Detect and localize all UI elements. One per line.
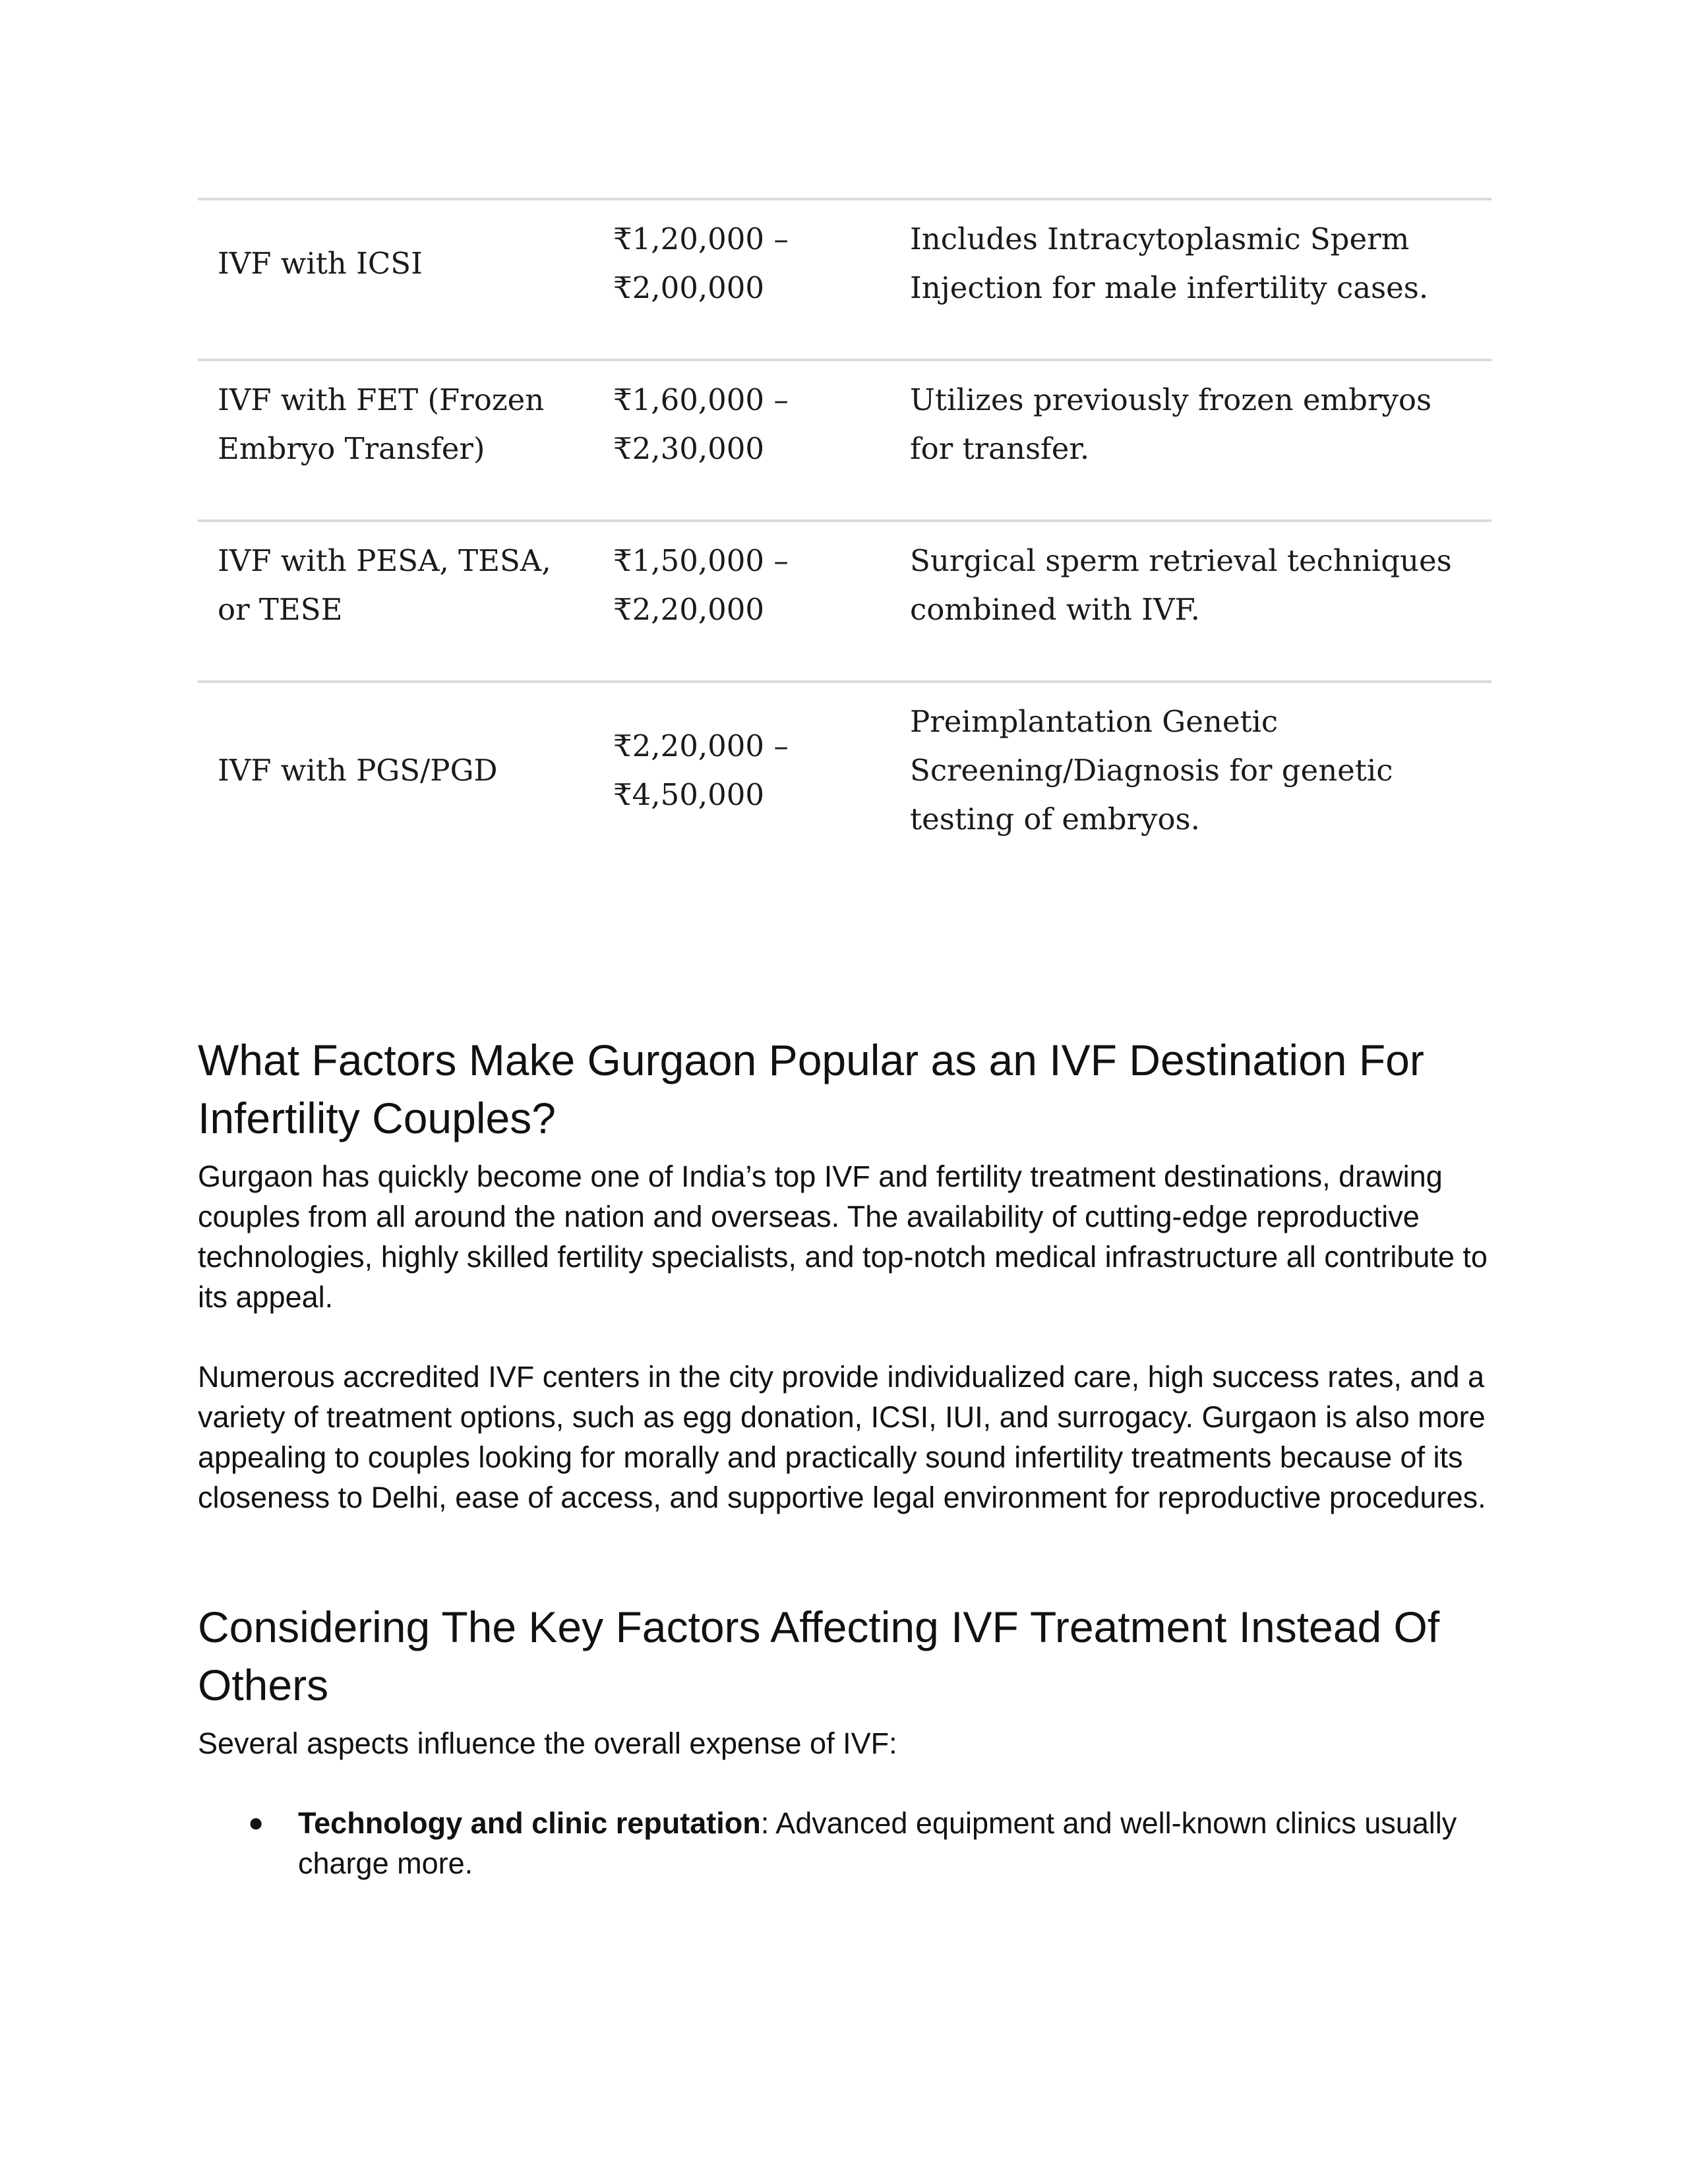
description-cell: Includes Intracytoplasmic Sperm Injection for male infertility cases. [910,221,1429,305]
cost-high: ₹2,00,000 [613,270,765,305]
list-item [198,1803,1492,1883]
description-cell: Surgical sperm retrieval techniques combined with IVF. [910,543,1452,627]
cost-range-cell [613,682,910,864]
section-gurgaon-popular [198,1031,1492,1518]
section-heading: Considering The Key Factors Affecting IVF Treatment Instead Of Others [198,1603,1440,1709]
ivf-cost-table [198,198,1492,864]
treatment-type-cell: IVF with ICSI [218,246,423,281]
cost-high: ₹2,20,000 [613,592,765,627]
treatment-type-cell: IVF with PGS/PGD [218,753,498,788]
document-page [198,198,1492,1883]
table-row [198,521,1492,682]
cost-range-cell [613,199,910,360]
list-item-term: Technology and clinic reputation [298,1806,761,1840]
cost-low: ₹1,60,000 – [613,382,789,417]
treatment-type-cell: IVF with FET (Frozen Embryo Transfer) [218,382,545,466]
description-cell: Utilizes previously frozen embryos for transfer. [910,382,1432,466]
cost-low: ₹2,20,000 – [613,728,789,763]
section-heading: What Factors Make Gurgaon Popular as an IVF Destination For Infertility Couples? [198,1036,1424,1142]
table-row [198,682,1492,864]
cost-low: ₹1,20,000 – [613,221,789,256]
cost-range-cell [613,360,910,521]
list-item-text: : Advanced equipment and well-known clinics usually charge more. [298,1806,1457,1880]
table-row [198,360,1492,521]
intro-paragraph: Several aspects influence the overall expense of IVF: [198,1727,897,1760]
cost-high: ₹4,50,000 [613,777,765,812]
body-paragraph: Gurgaon has quickly become one of India’s top IVF and fertility treatment destinations, drawing couples from all around the nation and overseas. The availability of cutting-edge reproductive technologies, highly skilled fertility specialists, and top-notch medical infrastructure all contribute to its appeal. [198,1160,1488,1314]
description-cell: Preimplantation Genetic Screening/Diagnosis for genetic testing of embryos. [910,704,1393,837]
body-paragraph: Numerous accredited IVF centers in the city provide individualized care, high success rates, and a variety of treatment options, such as egg donation, ICSI, IUI, and surrogacy. Gurgaon is also more appealing to couples looking for morally and practically sound infertility treatments because of its closeness to Delhi, ease of access, and supportive legal environment for reproductive procedures. [198,1360,1486,1514]
cost-low: ₹1,50,000 – [613,543,789,578]
treatment-type-cell: IVF with PESA, TESA, or TESE [218,543,551,627]
bullet-icon: ● [248,1808,264,1837]
cost-high: ₹2,30,000 [613,431,765,466]
cost-range-cell [613,521,910,682]
table-row [198,199,1492,360]
section-key-factors [198,1598,1492,1883]
factor-list [198,1803,1492,1883]
